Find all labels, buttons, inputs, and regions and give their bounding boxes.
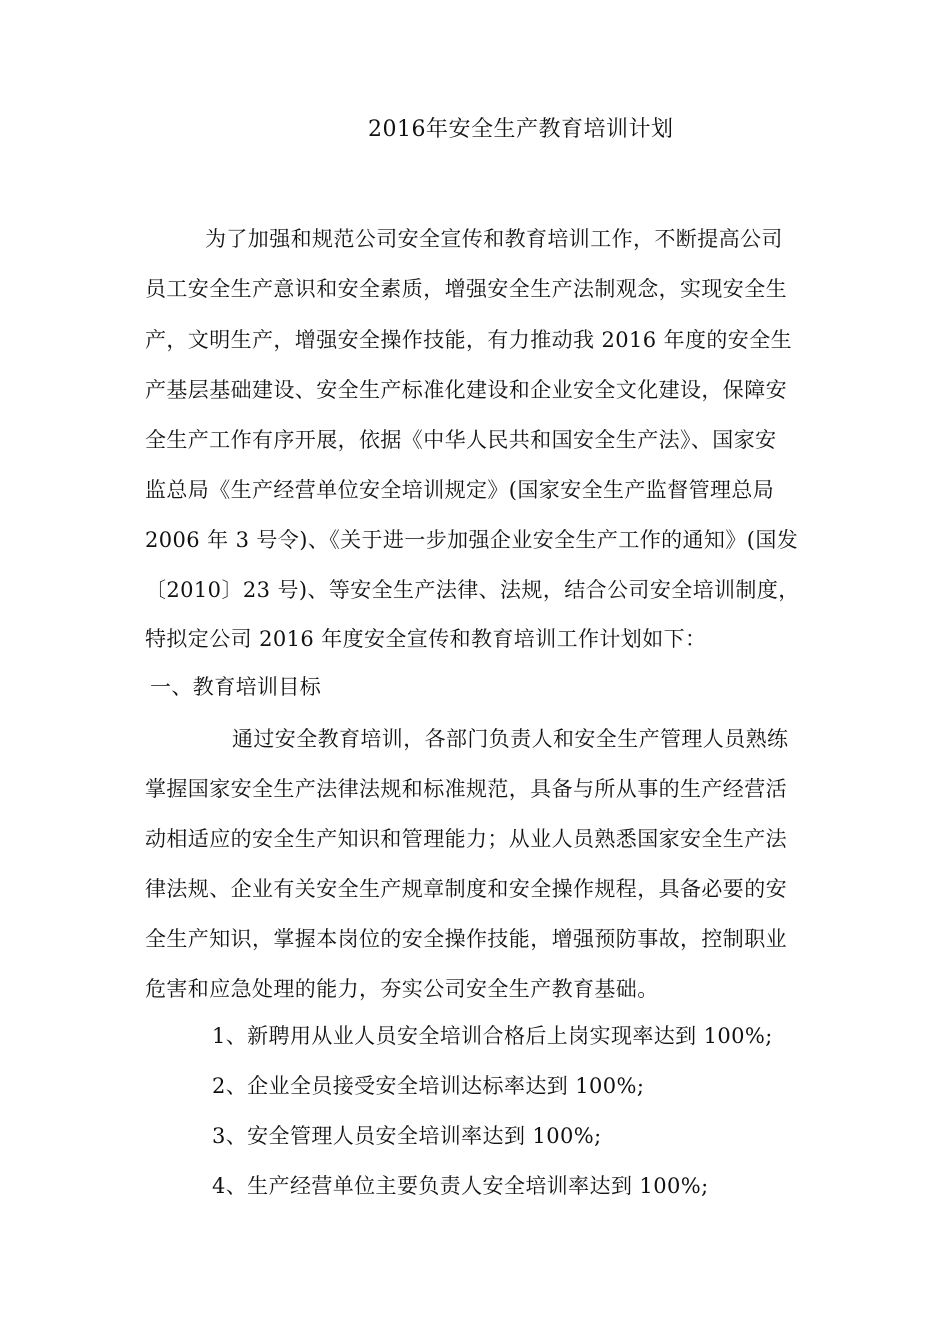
intro-line-1: 为了加强和规范公司安全宣传和教育培训工作，不断提高公司 <box>205 227 783 251</box>
target-item-1: 1、新聘用从业人员安全培训合格后上岗实现率达到 100%; <box>212 1024 773 1048</box>
intro-line-2: 员工安全生产意识和安全素质，增强安全生产法制观念，实现安全生 <box>145 277 787 301</box>
intro-line-3: 产，文明生产，增强安全操作技能，有力推动我 2016 年度的安全生 <box>145 328 792 352</box>
section1-line-4: 律法规、企业有关安全生产规章制度和安全操作规程，具备必要的安 <box>145 877 787 901</box>
target-item-4: 4、生产经营单位主要负责人安全培训率达到 100%; <box>212 1174 709 1198</box>
section-heading: 一、教育培训目标 <box>150 675 322 699</box>
document-title: 2016年安全生产教育培训计划 <box>368 117 674 142</box>
section1-line-6: 危害和应急处理的能力，夯实公司安全生产教育基础。 <box>145 977 659 1001</box>
section1-line-3: 动相适应的安全生产知识和管理能力；从业人员熟悉国家安全生产法 <box>145 827 787 851</box>
intro-line-4: 产基层基础建设、安全生产标准化建设和企业安全文化建设，保障安 <box>145 378 787 402</box>
section1-line-2: 掌握国家安全生产法律法规和标准规范，具备与所从事的生产经营活 <box>145 777 787 801</box>
intro-line-7: 2006 年 3 号令)、《关于进一步加强企业安全生产工作的通知》(国发 <box>145 528 799 552</box>
intro-line-6: 监总局《生产经营单位安全培训规定》(国家安全生产监督管理总局 <box>145 478 775 502</box>
intro-line-5: 全生产工作有序开展，依据《中华人民共和国安全生产法》、国家安 <box>145 428 777 452</box>
intro-line-9: 特拟定公司 2016 年度安全宣传和教育培训工作计划如下： <box>145 627 707 651</box>
section1-line-5: 全生产知识，掌握本岗位的安全操作技能，增强预防事故，控制职业 <box>145 927 787 951</box>
intro-line-8: 〔2010〕23 号)、等安全生产法律、法规，结合公司安全培训制度， <box>145 578 800 602</box>
section1-line-1: 通过安全教育培训，各部门负责人和安全生产管理人员熟练 <box>232 727 789 751</box>
target-item-2: 2、企业全员接受安全培训达标率达到 100%; <box>212 1074 645 1098</box>
target-item-3: 3、安全管理人员安全培训率达到 100%; <box>212 1124 602 1148</box>
